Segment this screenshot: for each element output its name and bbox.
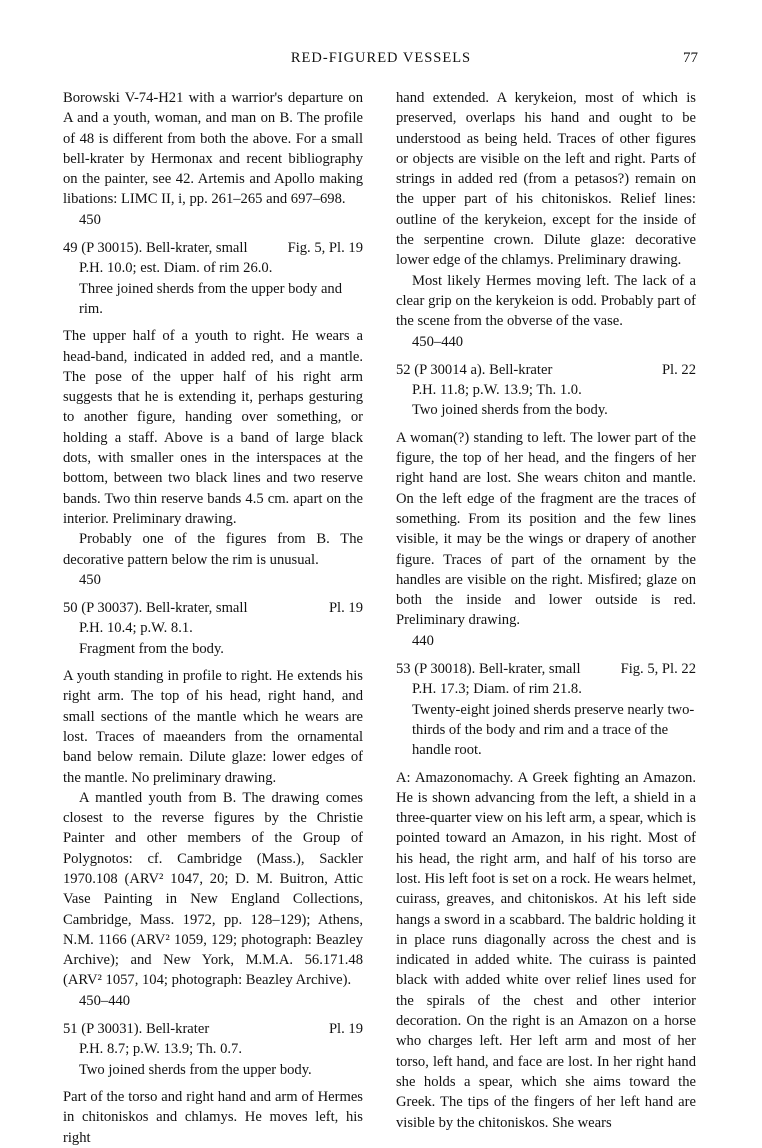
entry-date: 450 [79,571,101,588]
catalogue-entry-heading [396,360,696,380]
catalogue-entry-heading [63,238,363,258]
figure-reference: Fig. 5, Pl. 19 [287,240,363,257]
page-number: 77 [683,50,698,66]
running-title: RED-FIGURED VESSELS [290,50,472,66]
entry-description: A youth standing in profile to right. He extends his right arm. The top of his head, right hand, and small sections of the mantle which he wears are lost. Traces of maeanders from the ornamental band below remain. Dilute glaze: lower edges of the mantle. No preliminary drawing. [63,668,363,786]
entry-dimensions: P.H. 10.4; p.W. 8.1. [79,620,193,637]
entry-description: The upper half of a youth to right. He wears a head-band, indicated in added red, and a mantle. The pose of the upper half of his right arm suggests that he is extending it, perhaps gesturing to another figure, handing over something, or holding a staff. Above is a band of large black dots, with smaller ones in the interspaces at the bottom, between two black lines and two reserve bands. Two thin reserve bands 4.5 cm. apart on the interior. Preliminary drawing. [63,328,363,527]
entry-dimensions: P.H. 17.3; Diam. of rim 21.8. [412,681,582,698]
entry-title: 53 (P 30018). Bell-krater, small [396,661,581,678]
entry-dimensions: P.H. 11.8; p.W. 13.9; Th. 1.0. [412,382,582,399]
figure-reference: Pl. 22 [661,361,696,378]
entry-commentary: A mantled youth from B. The drawing comes closest to the reverse figures by the Christie Painter and other members of the Group of Polygnotos: cf. Cambridge (Mass.), Sackler 1970.108 (ARV² 1047, 20; D. M. Buitron, Attic Vase Painting in New England Collections, Cambridge, Mass. 1972, pp. 128–129); Athens, N.M. 1166 (ARV² 1059, 129; photograph: Beazley Archive); and New York, M.M.A. 56.171.48 (ARV² 1057, 104; photograph: Beazley Archive). [63,789,363,989]
entry-fragment-info: Twenty-eight joined sherds preserve nearly two-thirds of the body and rim and a trace of the handle root. [412,701,695,759]
entry-description: A woman(?) standing to left. The lower part of the figure, the top of her head, and the fingers of her right hand are lost. She wears chiton and mantle. On the left edge of the fragment are the traces of something. From its position and the few lines visible, it may be the wings or drapery of another figure. Traces of part of the ornament by the handles are visible on the right. Misfired; glaze on both the inside and lower outside is red. Preliminary drawing. [396,429,696,629]
right-column [396,88,696,1133]
entry-date: 450–440 [412,333,464,350]
entry-fragment-info: Three joined sherds from the upper body and rim. [79,280,343,317]
entry-description: A: Amazonomachy. A Greek fighting an Amazon. He is shown advancing from the left, a shield in a three-quarter view on his left arm, a spear, which is pointed toward an Amazon, in his right. Most of his head, the right arm, and half of his torso are lost. His left foot is set on a rock. He wears helmet, cuirass, greaves, and chitoniskos. At his left side hangs a sword in a scabbard. The baldric holding it in place runs diagonally across the chest and is indicated in added white. The cuirass is painted black with added white over relief lines used for the spirals of the chest and other interior decoration. On the right is an Amazon on a horse who charges left. Her left arm and most of her torso, left hand, and face are lost. In her right hand she holds a spear, which she aims toward the Greek. The tips of the fingers of her left hand are visible by the chitoniskos. She wears [396,769,696,1131]
entry-title: 51 (P 30031). Bell-krater [63,1021,210,1038]
entry-commentary: Probably one of the figures from B. The decorative pattern below the rim is unusual. [63,531,363,568]
intro-paragraph: Borowski V-74-H21 with a warrior's departure on A and a youth, woman, and man on B. The profile of 48 is different from both the above. For a small bell-krater by Hermonax and recent bibliography on the painter, see 42. Artemis and Apollo making libations: LIMC II, i, pp. 261–265 and 697–698. [63,90,363,208]
catalogue-entry-heading [63,598,363,618]
figure-reference: Pl. 19 [328,1021,363,1038]
entry-description: Part of the torso and right hand and arm of Hermes in chitoniskos and chlamys. He moves left, his right [63,1088,363,1146]
entry-fragment-info: Fragment from the body. [79,640,224,657]
entry-fragment-info: Two joined sherds from the upper body. [79,1061,312,1078]
entry-date: 450–440 [79,992,131,1009]
entry-description-continued: hand extended. A kerykeion, most of which is preserved, overlaps his hand and ought to be understood as being held. Traces of other figures or objects are visible on the left and right. Parts of strings in added red (from a petasos?) remain on the upper part of his chitoniskos. Relief lines: outline of the kerykeion, except for the inside of the serpentine crown. Dilute glaze: decorative lower edge of the chlamys. Preliminary drawing. [396,90,696,269]
entry-date: 450 [79,211,101,228]
catalogue-entry-heading [63,1019,363,1039]
left-column [63,88,363,1148]
entry-dimensions: P.H. 10.0; est. Diam. of rim 26.0. [79,260,273,277]
entry-title: 52 (P 30014 a). Bell-krater [396,361,553,378]
entry-commentary: Most likely Hermes moving left. The lack of a clear grip on the kerykeion is odd. Probably part of the scene from the obverse of the vase. [396,272,696,330]
running-header [0,50,762,70]
entry-title: 50 (P 30037). Bell-krater, small [63,600,248,617]
catalogue-entry-heading [396,659,696,679]
entry-dimensions: P.H. 8.7; p.W. 13.9; Th. 0.7. [79,1041,242,1058]
entry-fragment-info: Two joined sherds from the body. [412,402,608,419]
entry-date: 440 [412,632,434,649]
entry-title: 49 (P 30015). Bell-krater, small [63,240,248,257]
figure-reference: Fig. 5, Pl. 22 [620,661,696,678]
figure-reference: Pl. 19 [328,600,363,617]
